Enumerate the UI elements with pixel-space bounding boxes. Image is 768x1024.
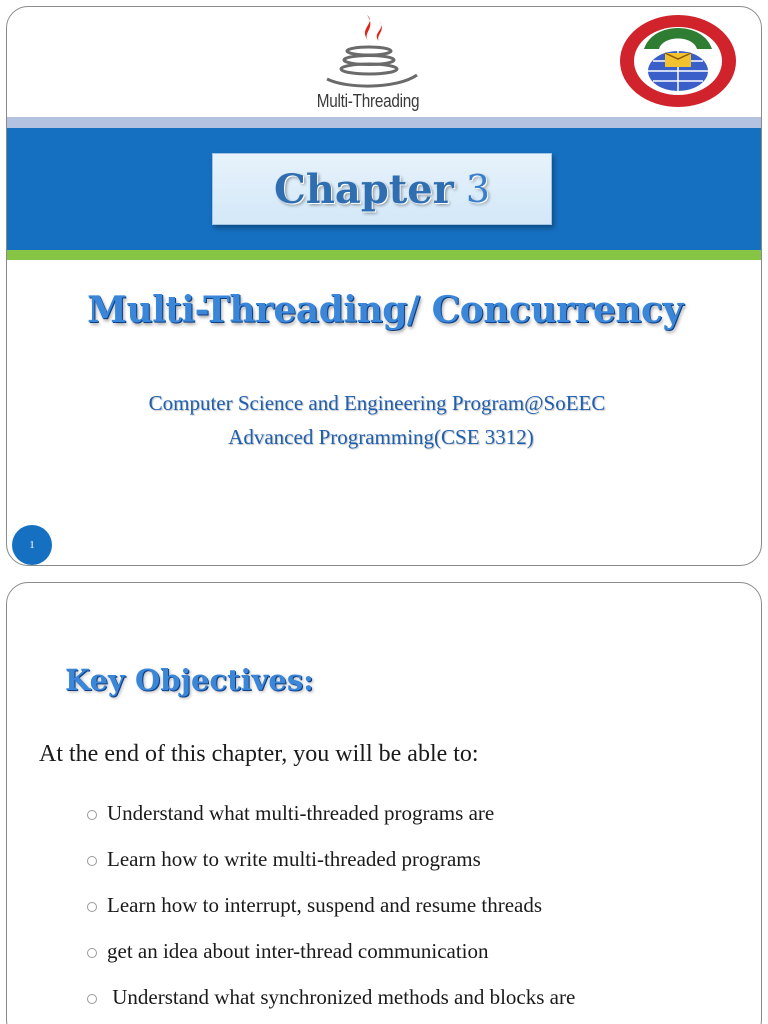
objectives-intro: At the end of this chapter, you will be able to: bbox=[39, 741, 479, 767]
objectives-heading: Key Objectives: bbox=[65, 663, 314, 697]
objective-item bbox=[87, 847, 575, 893]
objectives-list bbox=[87, 801, 575, 1024]
university-seal-icon bbox=[613, 13, 743, 109]
logo-caption: Multi-Threading bbox=[316, 91, 420, 111]
objective-item bbox=[87, 893, 575, 939]
slide-title: Multi-Threading/ Concurrency bbox=[87, 289, 683, 331]
slide-2 bbox=[6, 582, 762, 1024]
green-accent-band bbox=[7, 250, 762, 260]
objective-text: get an idea about inter-thread communication bbox=[107, 939, 489, 963]
circle-bullet-icon bbox=[87, 948, 97, 958]
slide-1 bbox=[6, 6, 762, 566]
circle-bullet-icon bbox=[87, 810, 97, 820]
objective-text: Learn how to write multi-threaded programs bbox=[107, 847, 481, 871]
chapter-number: 3 bbox=[465, 167, 490, 211]
university-seal bbox=[613, 13, 743, 109]
circle-bullet-icon bbox=[87, 902, 97, 912]
page-number-badge: 1 bbox=[12, 525, 52, 565]
chapter-label: Chapter bbox=[274, 165, 454, 213]
objective-text: Learn how to interrupt, suspend and resume threads bbox=[107, 893, 543, 917]
program-subtitle: Computer Science and Engineering Program@SoEEC bbox=[148, 391, 606, 415]
objective-item bbox=[87, 985, 575, 1024]
objective-text: Understand what multi-threaded programs are bbox=[107, 801, 495, 825]
java-logo bbox=[303, 11, 433, 119]
objective-item bbox=[87, 801, 575, 847]
top-accent-band bbox=[7, 117, 762, 128]
chapter-box bbox=[212, 153, 552, 225]
objective-item bbox=[87, 939, 575, 985]
course-subtitle: Advanced Programming(CSE 3312) bbox=[228, 425, 534, 449]
circle-bullet-icon bbox=[87, 994, 97, 1004]
objective-text: Understand what synchronized methods and blocks are bbox=[107, 985, 576, 1009]
circle-bullet-icon bbox=[87, 856, 97, 866]
java-cup-icon bbox=[317, 11, 421, 89]
